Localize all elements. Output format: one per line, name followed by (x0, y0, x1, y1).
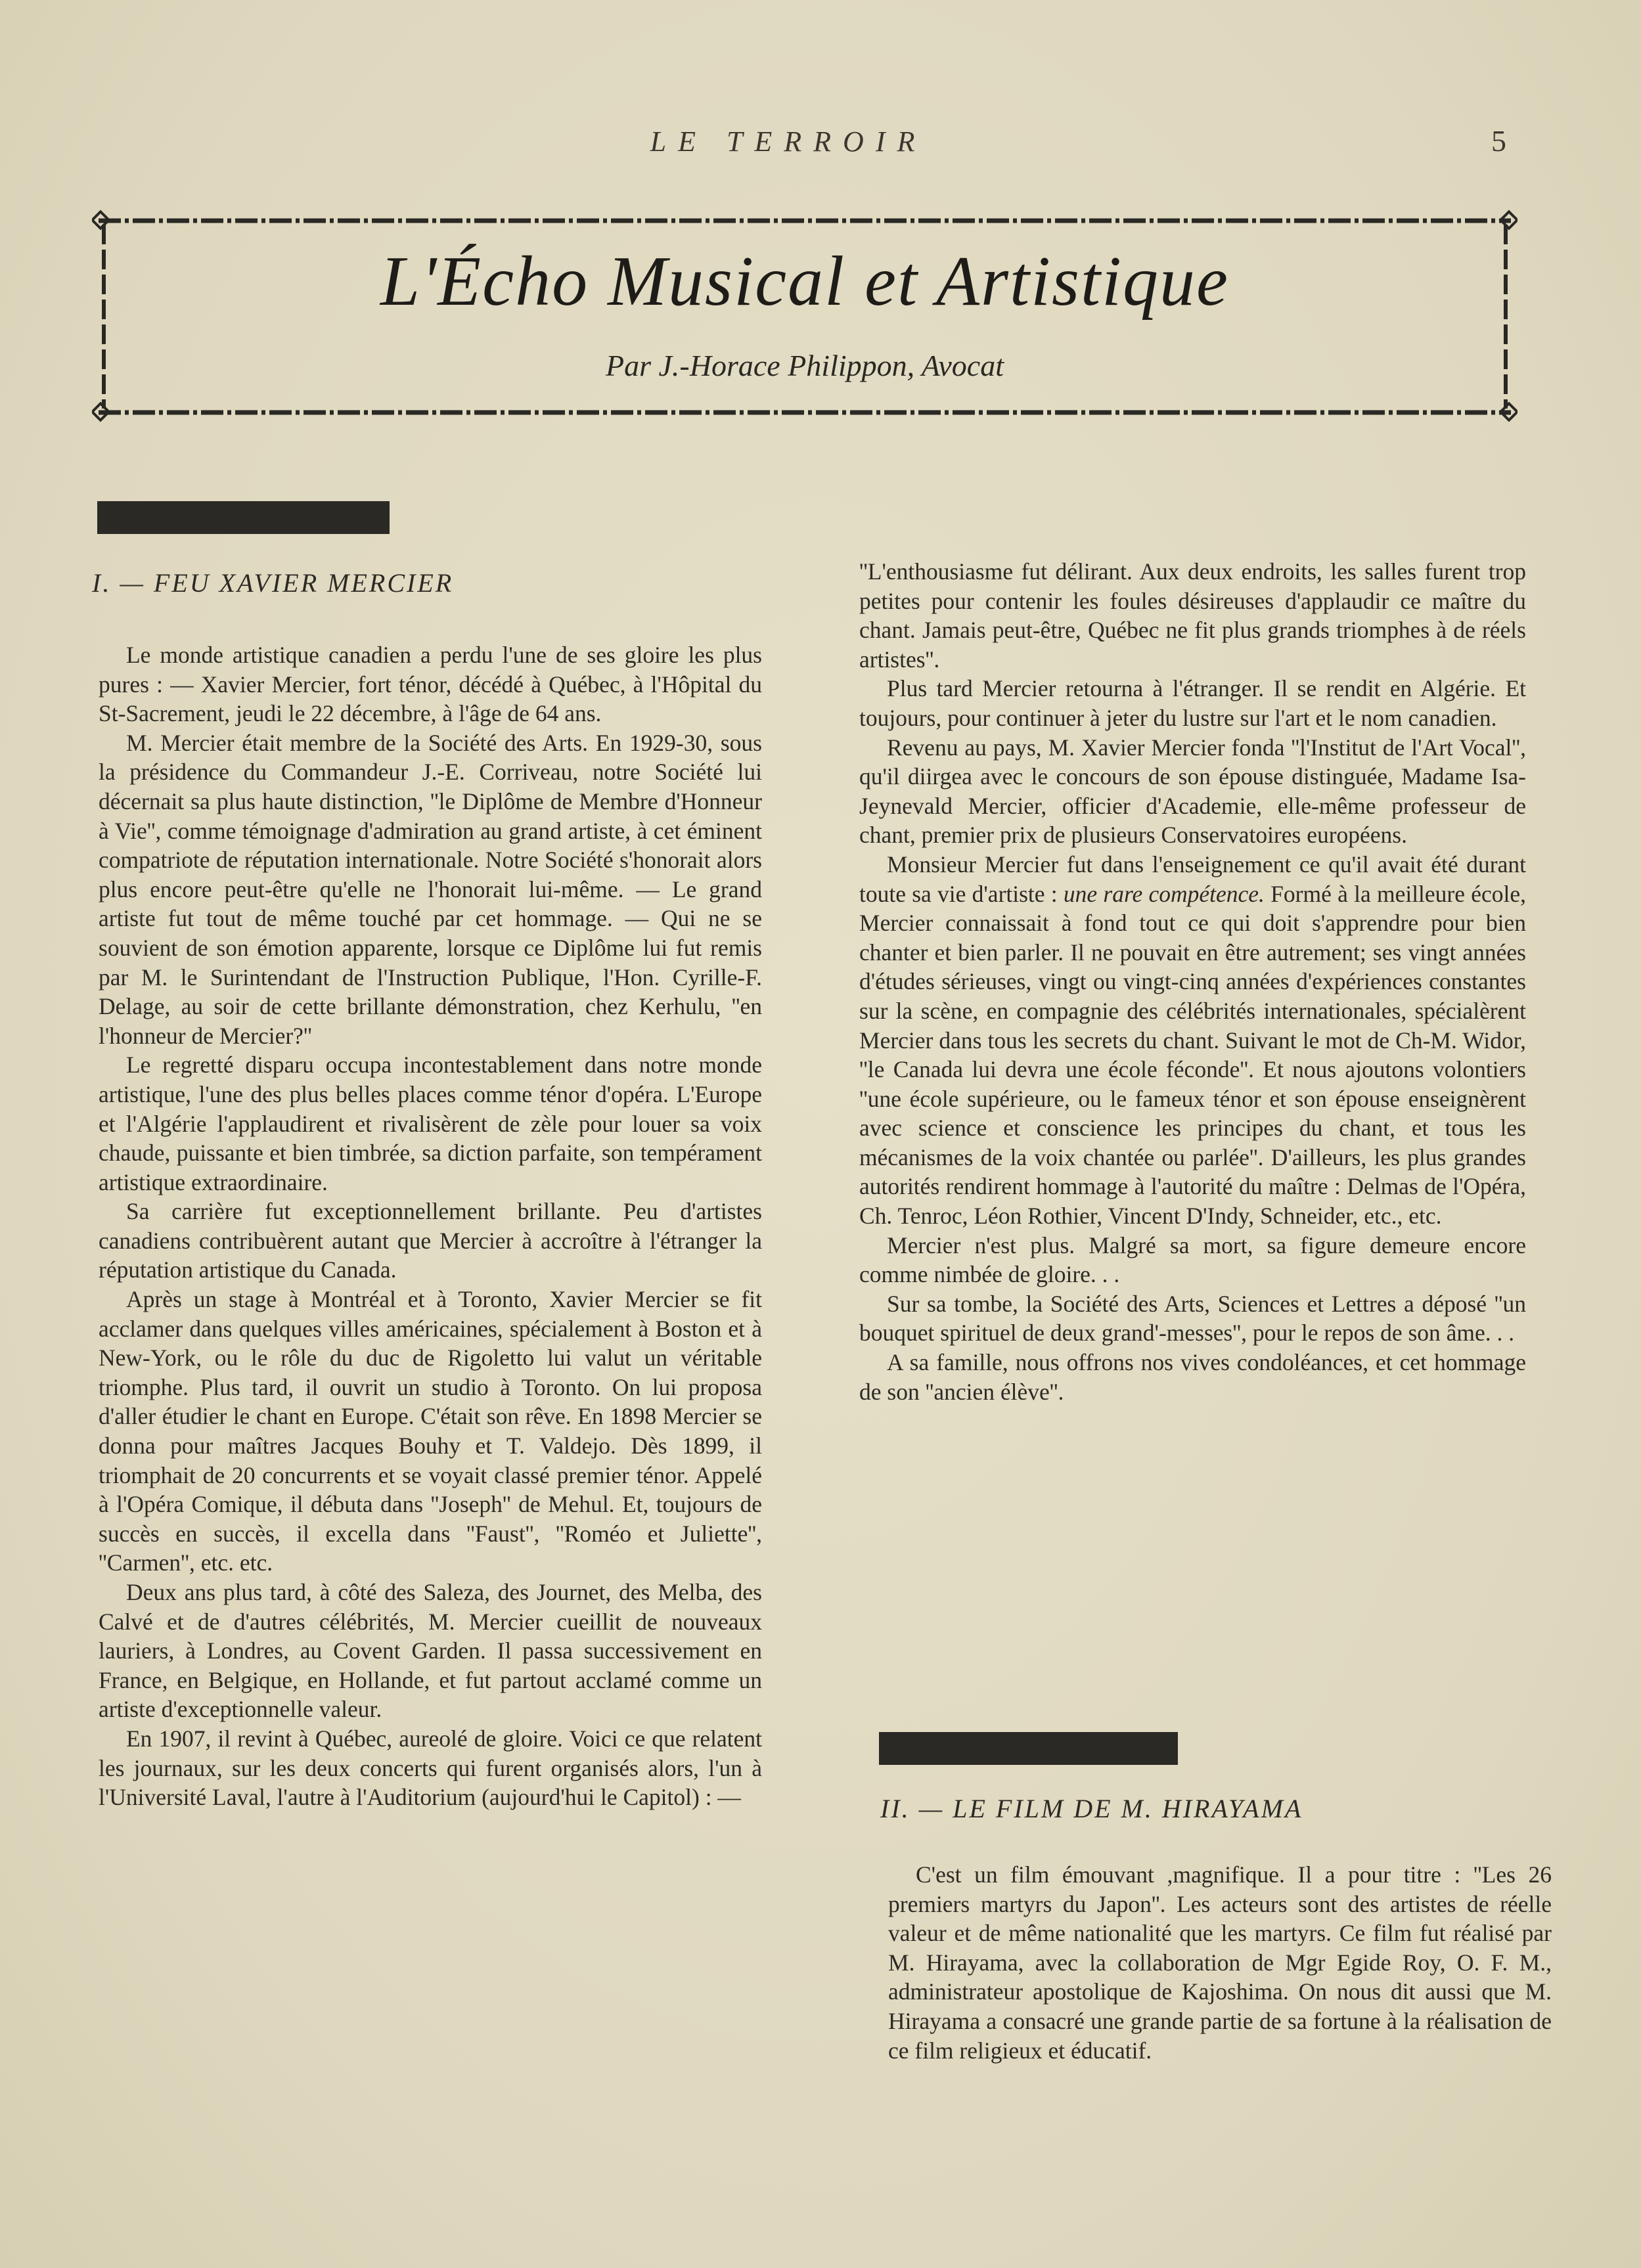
section-heading-2: II. — LE FILM DE M. HIRAYAMA (880, 1794, 1303, 1823)
paragraph: M. Mercier était membre de la Société des Arts. En 1929-30, sous la présidence du Commandeur J.-E. Corriveau, notre Société lui décernait sa plus haute distinction, ''le Diplôme de Membre d'Honneur à Vie'', comme témoignage d'admiration au grand artiste, à cet éminent compatriote de réputation internationale. Notre Société s'honorait alors plus encore peut-être qu'elle ne l'honorait lui-même. — Le grand artiste fut tout de même touché par cet hommage. — Qui ne se souvient de son émotion apparente, lorsque ce Diplôme lui fut remis par M. le Surintendant de l'Instruction Publique, l'Hon. Cyrille-F. Delage, au soir de cette brillante démonstration, chez Kerhulu, ''en l'honneur de Mercier?'' (99, 729, 762, 1049)
left-column (99, 640, 762, 1812)
text-run: Formé à la meilleure école, Mercier connaissait à fond tout ce qui doit s'apprendre pour bien chanter et bien parler. Il ne pouvait en être autrement; ses vingt années d'études sérieuses, vingt ou vingt-cinq années d'expériences constantes sur la scène, en compagnie des célébrités internationales, spécialèrent Mercier dans tous les secrets du chant. Suivant le mot de Ch-M. Widor, ''le Canada lui devra une école féconde''. Et nous ajoutons volontiers ''une école supérieure, ou le fameux ténor et son épouse enseignèrent avec science et conscience les principes du chant, et tous les mécanismes de la voix chantée ou parlée''. D'ailleurs, les plus grandes autorités rendirent hommage à l'autorité du maître : Delmas de l'Opéra, Ch. Tenroc, Léon Rothier, Vincent D'Indy, Schneider, etc., etc. (859, 880, 1527, 1230)
paragraph: Mercier n'est plus. Malgré sa mort, sa figure demeure encore comme nimbée de gloire. . . (859, 1232, 1526, 1288)
paragraph: Le monde artistique canadien a perdu l'une de ses gloire les plus pures : — Xavier Mercier, fort ténor, décédé à Québec, à l'Hôpital du St-Sacrement, jeudi le 22 décembre, à l'âge de 64 ans. (99, 642, 762, 727)
paragraph: Sur sa tombe, la Société des Arts, Sciences et Lettres a déposé ''un bouquet spirituel de deux grand'-messes'', pour le repos de son âme. . . (859, 1290, 1526, 1346)
paragraph: C'est un film émouvant ,magnifique. Il a pour titre : ''Les 26 premiers martyrs du Japon''. Les acteurs sont des artistes de réelle valeur et de même nationalité que les martyrs. Ce film fut réalisé par M. Hirayama, avec la collaboration de Mgr Egide Roy, O. F. M., administrateur apostolique de Kajoshima. On nous dit aussi que M. Hirayama a consacré une grande partie de sa fortune à la réalisation de ce film religieux et éducatif. (888, 1861, 1552, 2064)
section-divider-bar (879, 1732, 1178, 1765)
italic-phrase: une rare compétence. (1063, 880, 1265, 907)
title-frame (92, 205, 1517, 428)
article-title: L'Écho Musical et Artistique (380, 242, 1229, 321)
paragraph: En 1907, il revint à Québec, aureolé de gloire. Voici ce que relatent les journaux, sur les deux concerts qui furent organisés alors, l'un à l'Université Laval, l'autre à l'Auditorium (aujourd'hui le Capitol) : — (99, 1725, 762, 1811)
paragraph: ''L'enthousiasme fut délirant. Aux deux endroits, les salles furent trop petites pour contenir les foules désireuses d'applaudir ce maître du chant. Jamais peut-être, Québec ne fit plus grands triomphes à de réels artistes''. (859, 558, 1526, 673)
paragraph: Après un stage à Montréal et à Toronto, Xavier Mercier se fit acclamer dans quelques villes américaines, spécialement à Boston et à New-York, ou le rôle du duc de Rigoletto lui valut un véritable triomphe. Plus tard, il ouvrit un studio à Toronto. On lui proposa d'aller étudier le chant en Europe. C'était son rêve. En 1898 Mercier se donna pour maîtres Jacques Bouhy et T. Valdejo. Dès 1899, il triomphait de 20 concurrents et se voyait classé premier ténor. Appelé à l'Opéra Comique, il débuta dans ''Joseph'' de Mehul. Et, toujours de succès en succès, il excella dans ''Faust'', ''Roméo et Juliette'', ''Carmen'', etc. etc. (99, 1286, 762, 1576)
paragraph: Plus tard Mercier retourna à l'étranger. Il se rendit en Algérie. Et toujours, pour continuer à jeter du lustre sur l'art et le nom canadien. (859, 675, 1526, 731)
paragraph: Deux ans plus tard, à côté des Saleza, des Journet, des Melba, des Calvé et de d'autres célébrités, M. Mercier cueillit de nouveaux lauriers, à Londres, au Covent Garden. Il passa successivement en France, en Belgique, en Hollande, et fut partout acclamé comme un artiste d'exceptionnelle valeur. (99, 1579, 762, 1723)
page-number: 5 (1491, 124, 1506, 158)
running-head: LE TERROIR (650, 125, 927, 158)
paragraph: A sa famille, nous offrons nos vives condoléances, et cet hommage de son ''ancien élève''. (859, 1349, 1526, 1405)
paragraph: Revenu au pays, M. Xavier Mercier fonda ''l'Institut de l'Art Vocal'', qu'il diirgea avec le concours de son épouse distinguée, Madame Isa-Jeynevald Mercier, officier d'Academie, elle-même professeur de chant, premier prix de plusieurs Conservatoires européens. (859, 734, 1526, 849)
paragraph: Sa carrière fut exceptionnellement brillante. Peu d'artistes canadiens contribuèrent autant que Mercier à accroître à l'étranger la réputation artistique du Canada. (99, 1198, 762, 1283)
text-run: Monsieur Mercier fut dans l'enseignement ce qu'il avait été durant toute sa vie d'artiste : (859, 851, 1526, 907)
section2-column (888, 1860, 1552, 2065)
right-column (859, 557, 1526, 1406)
section-heading-1: I. — FEU XAVIER MERCIER (92, 568, 454, 598)
section-divider-bar (97, 501, 390, 534)
byline: Par J.-Horace Philippon, Avocat (606, 349, 1004, 382)
paragraph (859, 850, 1526, 1231)
paragraph: Le regretté disparu occupa incontestablement dans notre monde artistique, l'une des plus belles places comme ténor d'opéra. L'Europe et l'Algérie l'applaudirent et rivalisèrent de zèle pour louer sa voix chaude, puissante et bien timbrée, sa diction parfaite, son tempérament artistique extraordinaire. (99, 1052, 762, 1195)
